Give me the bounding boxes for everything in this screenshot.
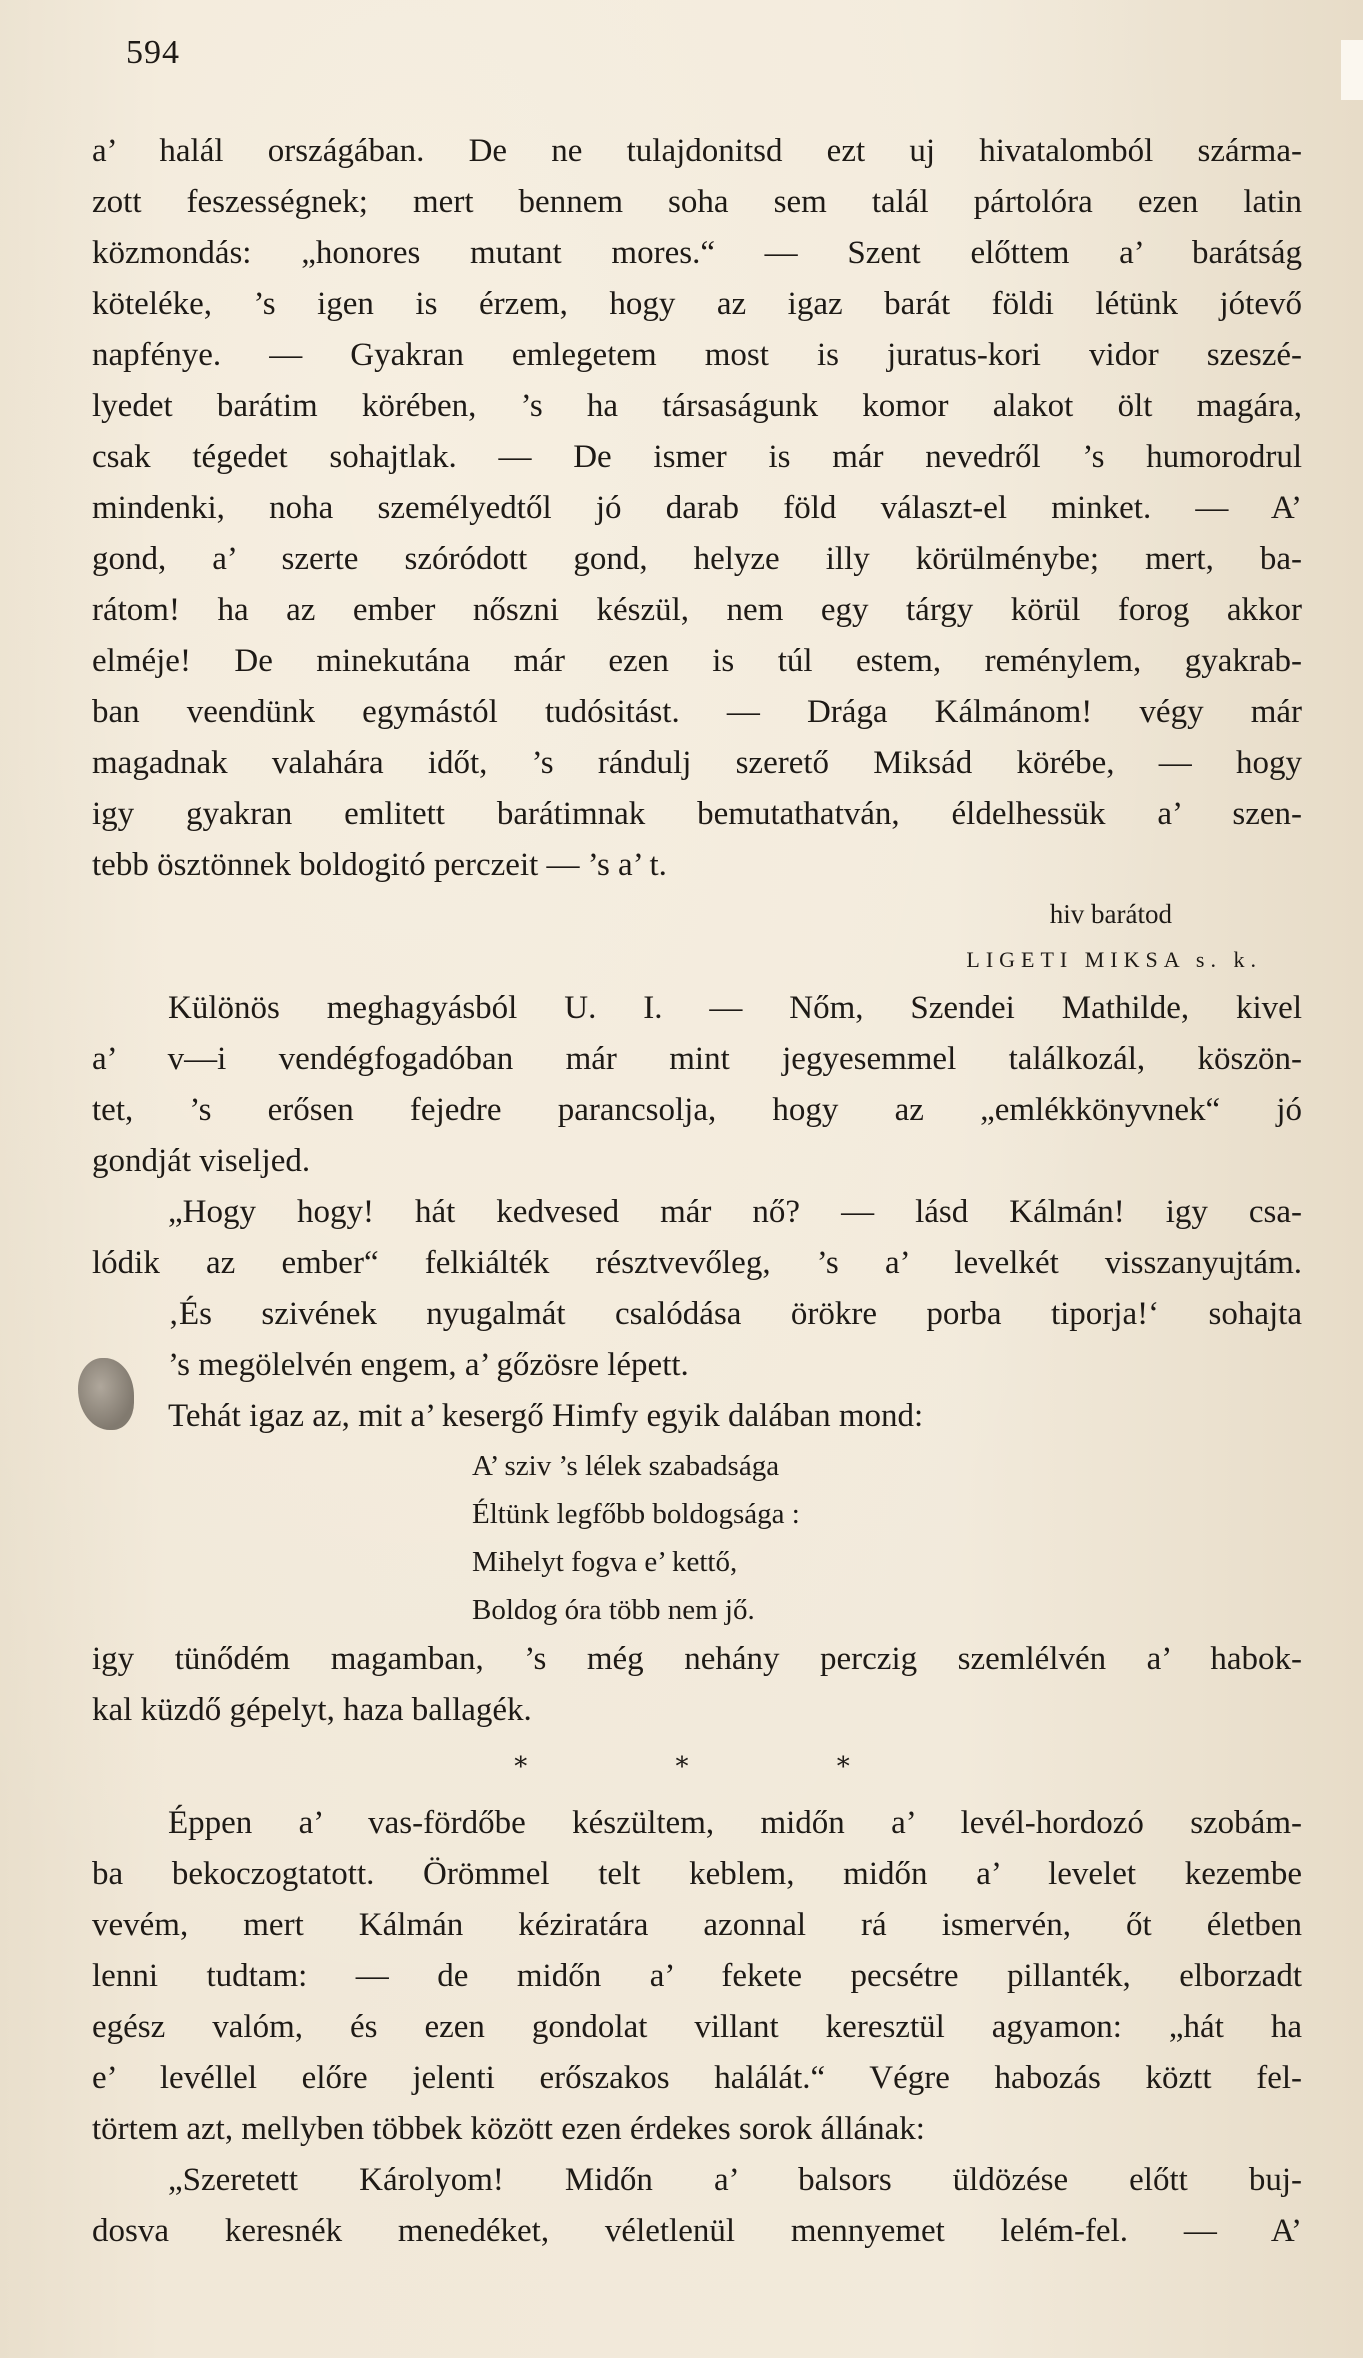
narrative-paragraph [92,1798,1302,2257]
text-line: zott feszességnek; mert bennem soha sem talál pártolóra ezen latin [92,184,1302,220]
text-line: lódik az ember“ felkiálték résztvevőleg, ’s a’ levelkét visszanyujtám. [92,1245,1302,1281]
text-line: tebb ösztönnek boldogitó perczeit — ’s a’ t. [92,847,667,883]
text-line: ’s megölelvén engem, a’ gőzösre lépett. [168,1347,689,1383]
poem-line: Éltünk legfőbb boldogsága : [472,1498,800,1530]
text-line: köteléke, ’s igen is érzem, hogy az igaz barát földi létünk jótevő [92,286,1302,322]
dialogue-paragraph [92,1187,1302,1442]
poem-stanza [92,1442,1302,1634]
ink-blot [78,1358,134,1430]
poem-line: Mihelyt fogva e’ kettő, [472,1546,738,1578]
text-line: magadnak valahára időt, ’s rándulj szerető Miksád körébe, — hogy [92,745,1302,781]
text-line: törtem azt, mellyben többek között ezen érdekes sorok állának: [92,2111,925,2147]
letter-paragraph [92,126,1302,891]
text-line: gondját viseljed. [92,1143,311,1179]
page-body [92,126,1302,2257]
text-line: napfénye. — Gyakran emlegetem most is juratus-kori vidor szeszé- [92,337,1302,373]
text-line: lyedet barátim körében, ’s ha társaságunk komor alakot ölt magára, [92,388,1302,424]
poem-line: A’ sziv ’s lélek szabadsága [472,1450,780,1482]
signature-block [92,891,1302,983]
text-line: elméje! De minekutána már ezen is túl estem, reménylem, gyakrab- [92,643,1302,679]
text-line: dosva keresnék menedéket, véletlenül mennyemet lelém-fel. — A’ [92,2213,1302,2249]
text-line: vevém, mert Kálmán kéziratára azonnal rá ismervén, őt életben [92,1907,1302,1943]
text-line: „Hogy hogy! hát kedvesed már nő? — lásd Kálmán! igy csa- [168,1194,1302,1230]
text-line: ‚És szivének nyugalmát csalódása örökre porba tiporja!‘ sohajta [168,1296,1302,1332]
text-line: Éppen a’ vas-fördőbe készültem, midőn a’ levél-hordozó szobám- [168,1805,1302,1841]
reflection-paragraph [92,1634,1302,1736]
text-line: kal küzdő gépelyt, haza ballagék. [92,1692,532,1728]
signature-closing: hiv barátod [1049,899,1172,929]
text-line: csak tégedet sohajtlak. — De ismer is már nevedről ’s humorodrul [92,439,1302,475]
text-line: a’ v—i vendégfogadóban már mint jegyesemmel találkozál, köszön- [92,1041,1302,1077]
text-line: igy gyakran emlitett barátimnak bemutathatván, éldelhessük a’ szen- [92,796,1302,832]
text-line: Tehát igaz az, mit a’ kesergő Himfy egyik dalában mond: [168,1398,924,1434]
postscript-paragraph [92,983,1302,1187]
page-number: 594 [126,34,180,71]
text-line: közmondás: „honores mutant mores.“ — Szent előttem a’ barátság [92,235,1302,271]
text-line: tet, ’s erősen fejedre parancsolja, hogy az „emlékkönyvnek“ jó [92,1092,1302,1128]
section-separator: * * * [514,1752,920,1782]
text-line: igy tünődém magamban, ’s még nehány perczig szemlélvén a’ habok- [92,1641,1302,1677]
text-line: lenni tudtam: — de midőn a’ fekete pecsétre pillanték, elborzadt [92,1958,1302,1994]
text-line: ban veendünk egymástól tudósitást. — Drága Kálmánom! végy már [92,694,1302,730]
text-line: „Szeretett Károlyom! Midőn a’ balsors üldözése előtt buj- [168,2162,1302,2198]
text-line: rátom! ha az ember nőszni készül, nem egy tárgy körül forog akkor [92,592,1302,628]
text-line: e’ levéllel előre jelenti erőszakos halálát.“ Végre habozás köztt fel- [92,2060,1302,2096]
text-line: ba bekoczogtatott. Örömmel telt keblem, midőn a’ levelet kezembe [92,1856,1302,1892]
poem-line: Boldog óra több nem jő. [472,1594,755,1626]
text-line: Különös meghagyásból U. I. — Nőm, Szendei Mathilde, kivel [168,990,1302,1026]
text-line: a’ halál országában. De ne tulajdonitsd ezt uj hivatalomból szárma- [92,133,1302,169]
text-line: egész valóm, és ezen gondolat villant keresztül agyamon: „hát ha [92,2009,1302,2045]
text-line: gond, a’ szerte szóródott gond, helyze illy körülménybe; mert, ba- [92,541,1302,577]
page-edge [1341,40,1363,100]
signature-name: LIGETI MIKSA s. k. [966,947,1262,972]
text-line: mindenki, noha személyedtől jó darab föld választ-el minket. — A’ [92,490,1302,526]
